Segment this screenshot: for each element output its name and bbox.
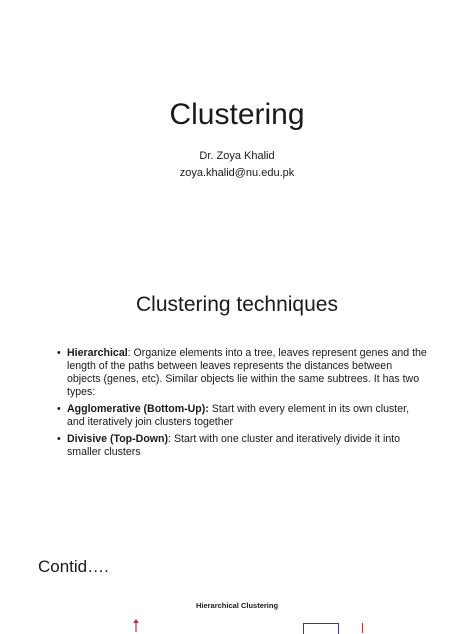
figure-title: Hierarchical Clustering [195,601,279,610]
bullet-separator: : [127,347,131,359]
bullet-term: Agglomerative (Bottom-Up): [67,403,209,415]
title-slide [0,0,474,235]
author-email: zoya.khalid@nu.edu.pk [179,167,295,179]
techniques-slide [0,235,474,545]
contid-slide [0,545,474,632]
slide-title: Clustering techniques [136,293,338,316]
author-name: Dr. Zoya Khalid [199,150,275,162]
bullet-text: Start with one cluster and iteratively divide it into smaller clusters [67,433,401,458]
bullet-dot-icon: • [57,403,61,415]
bullet-dot-icon: • [57,347,61,359]
bullet-dot-icon: • [57,433,61,445]
dendrogram-box-fragment [303,623,339,634]
slide-title: Contid…. [38,557,109,576]
bullet-item-agglomerative [57,403,427,429]
bullet-term: Hierarchical [67,347,128,359]
bullet-text: Start with every element in its own cluster, and iteratively join clusters together [67,403,410,428]
bullet-term: Divisive (Top-Down) [67,433,169,445]
bullet-text: Organize elements into a tree, leaves represent genes and the length of the paths between leaves represents the distances between objects (genes, etc). Similar objects lie within the same subtrees. It has two types: [67,347,427,398]
arrow-up-icon [131,619,141,632]
bullet-item-hierarchical [57,347,427,399]
slide-title: Clustering [169,98,305,131]
bullet-item-divisive [57,433,427,459]
bullet-separator: : [168,433,171,445]
bullet-list [57,347,427,463]
